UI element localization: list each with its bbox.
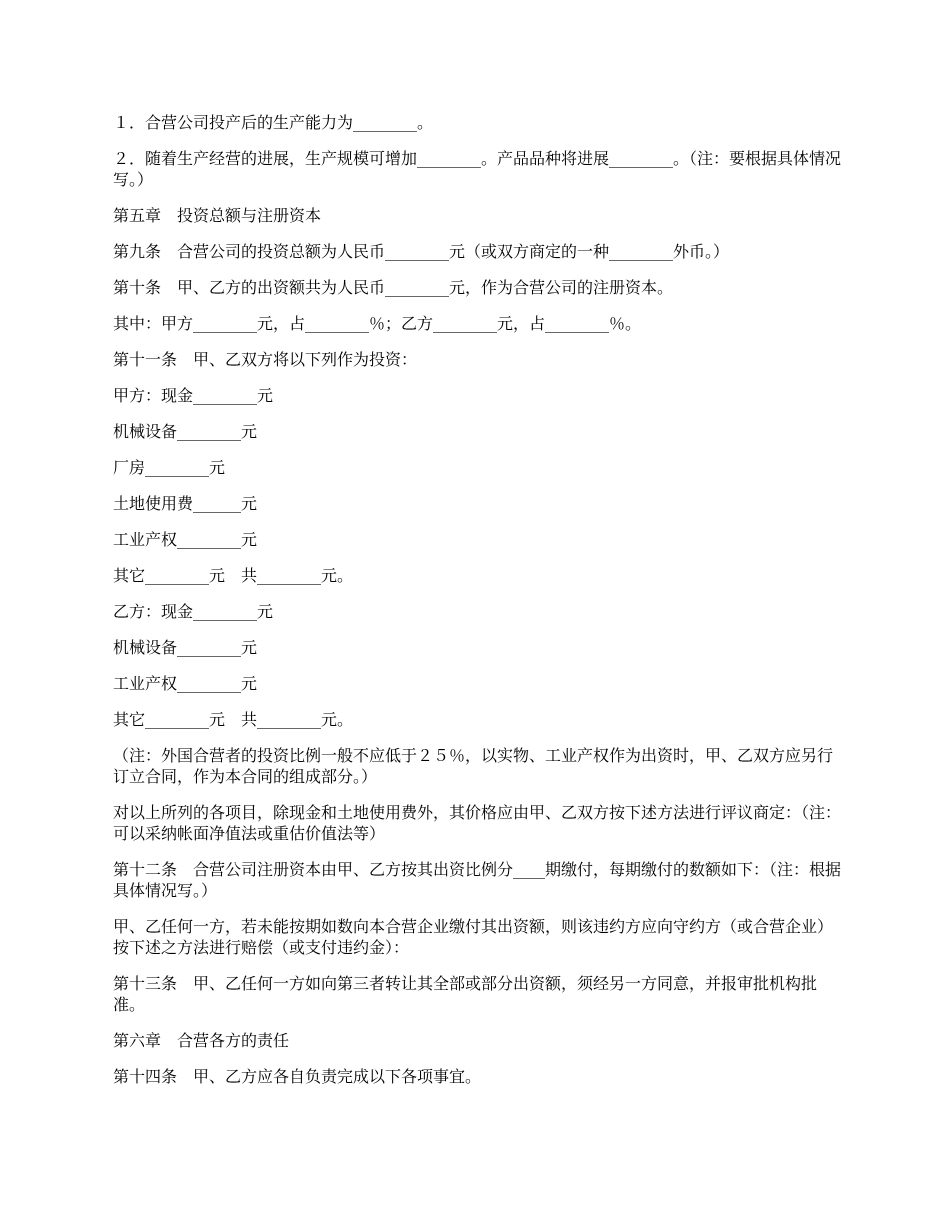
chapter-six-heading: 第六章 合营各方的责任 xyxy=(113,1031,290,1050)
party-b-ip: 工业产权________元 xyxy=(113,674,258,693)
capital-share-line: 其中：甲方________元，占________％；乙方________元，占________％。 xyxy=(113,314,642,333)
article-nine: 第九条 合营公司的投资总额为人民币________元（或双方商定的一种________外币。） xyxy=(113,242,730,261)
party-a-other-total: 其它________元 共________元。 xyxy=(113,566,354,585)
article-eleven: 第十一条 甲、乙双方将以下列作为投资： xyxy=(113,350,418,369)
party-b-machinery: 机械设备________元 xyxy=(113,638,258,657)
clause-production-capacity: １．合营公司投产后的生产能力为________。 xyxy=(113,113,434,132)
party-a-land-fee: 土地使用费______元 xyxy=(113,494,258,513)
article-thirteen: 第十三条 甲、乙任何一方如向第三者转让其全部或部分出资额，须经另一方同意，并报审批机构批准。 xyxy=(113,974,818,1014)
document-body xyxy=(113,112,843,1102)
clause-production-scale: ２．随着生产经营的进展，生产规模可增加________。产品品种将进展________。（注：要根据具体情况写。） xyxy=(113,149,842,189)
investment-ratio-note: （注：外国合营者的投资比例一般不应低于２５％，以实物、工业产权作为出资时，甲、乙双方应另行订立合同，作为本合同的组成部分。） xyxy=(113,746,834,786)
party-a-ip: 工业产权________元 xyxy=(113,530,258,549)
article-twelve: 第十二条 合营公司注册资本由甲、乙方按其出资比例分____期缴付，每期缴付的数额如下：（注：根据具体情况写。） xyxy=(113,860,842,900)
party-a-machinery: 机械设备________元 xyxy=(113,422,258,441)
article-ten: 第十条 甲、乙方的出资额共为人民币________元，作为合营公司的注册资本。 xyxy=(113,278,674,297)
article-fourteen: 第十四条 甲、乙方应各自负责完成以下各项事宜。 xyxy=(113,1067,482,1086)
party-b-cash: 乙方：现金________元 xyxy=(113,602,274,621)
chapter-five-heading: 第五章 投资总额与注册资本 xyxy=(113,206,322,225)
valuation-method: 对以上所列的各项目，除现金和土地使用费外，其价格应由甲、乙双方按下述方法进行评议商定：（注：可以采纳帐面净值法或重估价值法等） xyxy=(113,803,842,843)
party-a-cash: 甲方：现金________元 xyxy=(113,386,274,405)
default-compensation: 甲、乙任何一方，若未能按期如数向本合营企业缴付其出资额，则该违约方应向守约方（或合营企业）按下述之方法进行赔偿（或支付违约金）： xyxy=(113,917,834,957)
party-b-other-total: 其它________元 共________元。 xyxy=(113,710,354,729)
party-a-factory: 厂房________元 xyxy=(113,458,226,477)
